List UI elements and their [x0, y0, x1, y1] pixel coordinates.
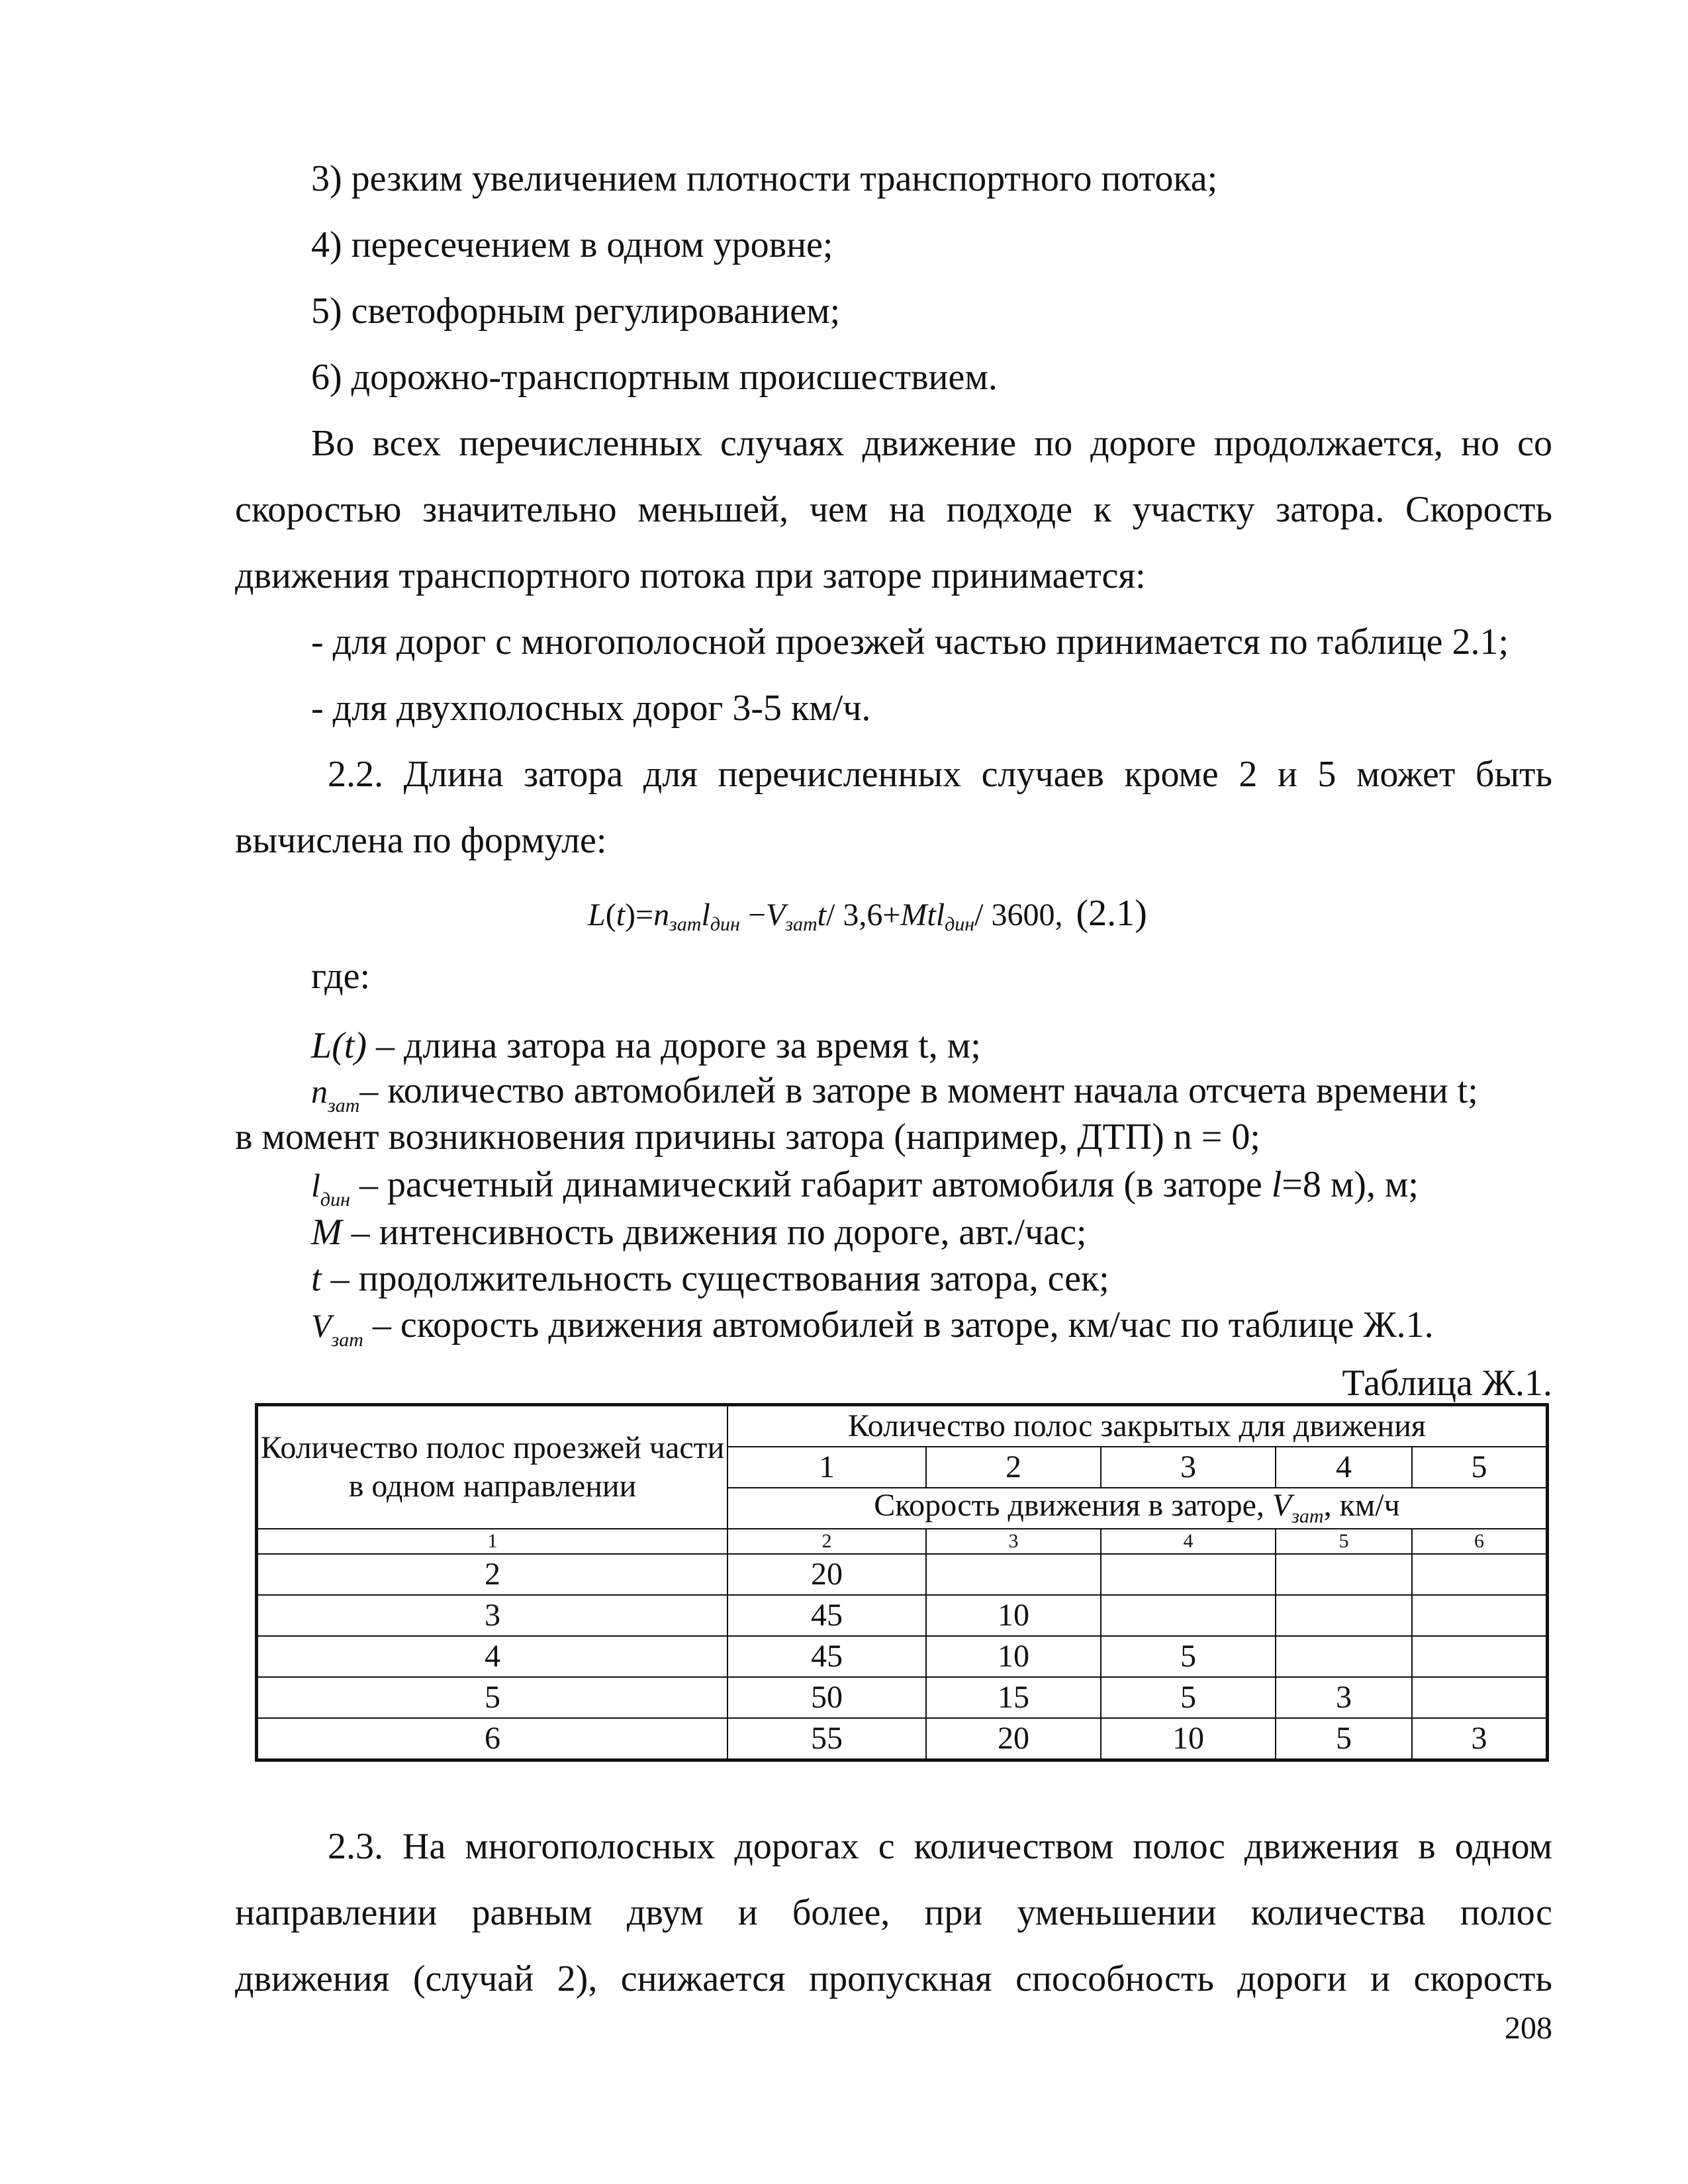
paragraph-line: 2.3. На многополосных дорогах с количеством полос движения в одном [328, 1826, 1552, 1867]
formula-2-1: $L(t)=n_{зат}l_{дин} -V_{зат}t/$ 3,6+Mtl$_{дин}$/ 3600, (2.1) [588, 893, 1147, 935]
definition-n-continued: в момент возникновения причины затора (например, ДТП) n = 0; [235, 1116, 1260, 1158]
column-number-cell: 3 [926, 1529, 1101, 1554]
column-number-cell: 6 [1412, 1529, 1548, 1554]
where-label: где: [311, 956, 371, 997]
left-header-cell: Количество полос проезжей части в одном направлении [257, 1405, 728, 1529]
table-cell [926, 1554, 1101, 1595]
table-header-row [257, 1405, 1548, 1447]
bullet-item: - для дорог с многополосной проезжей частью принимается по таблице 2.1; [311, 621, 1509, 662]
table-cell: 3 [1276, 1677, 1412, 1718]
table-cell: 3 [1412, 1718, 1548, 1760]
list-item-4: 4) пересечением в одном уровне; [311, 224, 833, 265]
table-row [257, 1636, 1548, 1677]
equation-number: (2.1) [1076, 893, 1147, 934]
table-cell: 20 [926, 1718, 1101, 1760]
table-row [257, 1595, 1548, 1636]
definition-n: $n_{зат}-$ количество автомобилей в заторе в момент начала отсчета времени t; [311, 1070, 1478, 1116]
table-cell: 10 [1101, 1718, 1276, 1760]
speed-header-cell: Скорость движения в заторе, $V_{зат}$, км/ч [727, 1488, 1548, 1529]
table-cell: 45 [727, 1636, 926, 1677]
page-number: 208 [1505, 2011, 1552, 2046]
table-cell [1101, 1595, 1276, 1636]
table-cell: 5 [1101, 1636, 1276, 1677]
paragraph-line: направлении равным двум и более, при уменьшении количества полос [235, 1892, 1552, 1933]
table-cell [1412, 1554, 1548, 1595]
definition-t: t – продолжительность существования затора, сек; [311, 1258, 1109, 1299]
table-row [257, 1677, 1548, 1718]
top-header-cell: Количество полос закрытых для движения [727, 1405, 1548, 1447]
definition-l: $l_{дин}$ – расчетный динамический габарит автомобиля (в заторе l=8 м), м; [311, 1164, 1419, 1210]
table-cell [1276, 1595, 1412, 1636]
table-cell [1412, 1677, 1548, 1718]
bullet-item: - для двухполосных дорог 3-5 км/ч. [311, 688, 871, 729]
table-cell: 4 [257, 1636, 728, 1677]
table-cell: 5 [257, 1677, 728, 1718]
table-cell: 20 [727, 1554, 926, 1595]
column-number-cell: 1 [257, 1529, 728, 1554]
table-cell: 5 [1276, 1718, 1412, 1760]
list-item-3: 3) резким увеличением плотности транспортного потока; [311, 158, 1218, 199]
table-cell [1412, 1595, 1548, 1636]
paragraph-line: скоростью значительно меньшей, чем на подходе к участку затора. Скорость [235, 489, 1552, 530]
table-cell: 10 [926, 1636, 1101, 1677]
table-cell: 55 [727, 1718, 926, 1760]
closed-lanes-cell: 2 [926, 1447, 1101, 1488]
table-cell: 2 [257, 1554, 728, 1595]
paragraph-line: движения (случай 2), снижается пропускная способность дороги и скорость [235, 1958, 1552, 1999]
table-cell: 50 [727, 1677, 926, 1718]
paragraph-line: Во всех перечисленных случаях движение по дороге продолжается, но со [311, 423, 1552, 464]
table-cell: 5 [1101, 1677, 1276, 1718]
table-cell [1276, 1636, 1412, 1677]
list-item-5: 5) светофорным регулированием; [311, 291, 841, 332]
closed-lanes-cell: 3 [1101, 1447, 1276, 1488]
column-number-cell: 2 [727, 1529, 926, 1554]
column-number-row [257, 1529, 1548, 1554]
definition-V: $V_{зат}$ – скорость движения автомобилей в заторе, км/час по таблице Ж.1. [311, 1304, 1434, 1351]
paragraph-line: движения транспортного потока при заторе принимается: [235, 555, 1146, 596]
list-item-6: 6) дорожно-транспортным происшествием. [311, 357, 998, 398]
definition-M: M – интенсивность движения по дороге, авт./час; [311, 1212, 1087, 1253]
table-row [257, 1554, 1548, 1595]
table-cell: 15 [926, 1677, 1101, 1718]
definition-Lt: L(t) – длина затора на дороге за время t, м; [311, 1025, 981, 1066]
closed-lanes-cell: 4 [1276, 1447, 1412, 1488]
table-cell: 10 [926, 1595, 1101, 1636]
table-cell [1276, 1554, 1412, 1595]
speed-table [255, 1403, 1549, 1762]
table-cell [1101, 1554, 1276, 1595]
paragraph-line: 2.2. Длина затора для перечисленных случаев кроме 2 и 5 может быть [328, 754, 1552, 795]
paragraph-line: вычислена по формуле: [235, 820, 607, 861]
table-cell: 3 [257, 1595, 728, 1636]
table-cell [1412, 1636, 1548, 1677]
closed-lanes-cell: 1 [727, 1447, 926, 1488]
table-cell: 6 [257, 1718, 728, 1760]
table-row [257, 1718, 1548, 1760]
table-cell: 45 [727, 1595, 926, 1636]
column-number-cell: 4 [1101, 1529, 1276, 1554]
table-caption: Таблица Ж.1. [1342, 1363, 1552, 1404]
closed-lanes-cell: 5 [1412, 1447, 1548, 1488]
column-number-cell: 5 [1276, 1529, 1412, 1554]
